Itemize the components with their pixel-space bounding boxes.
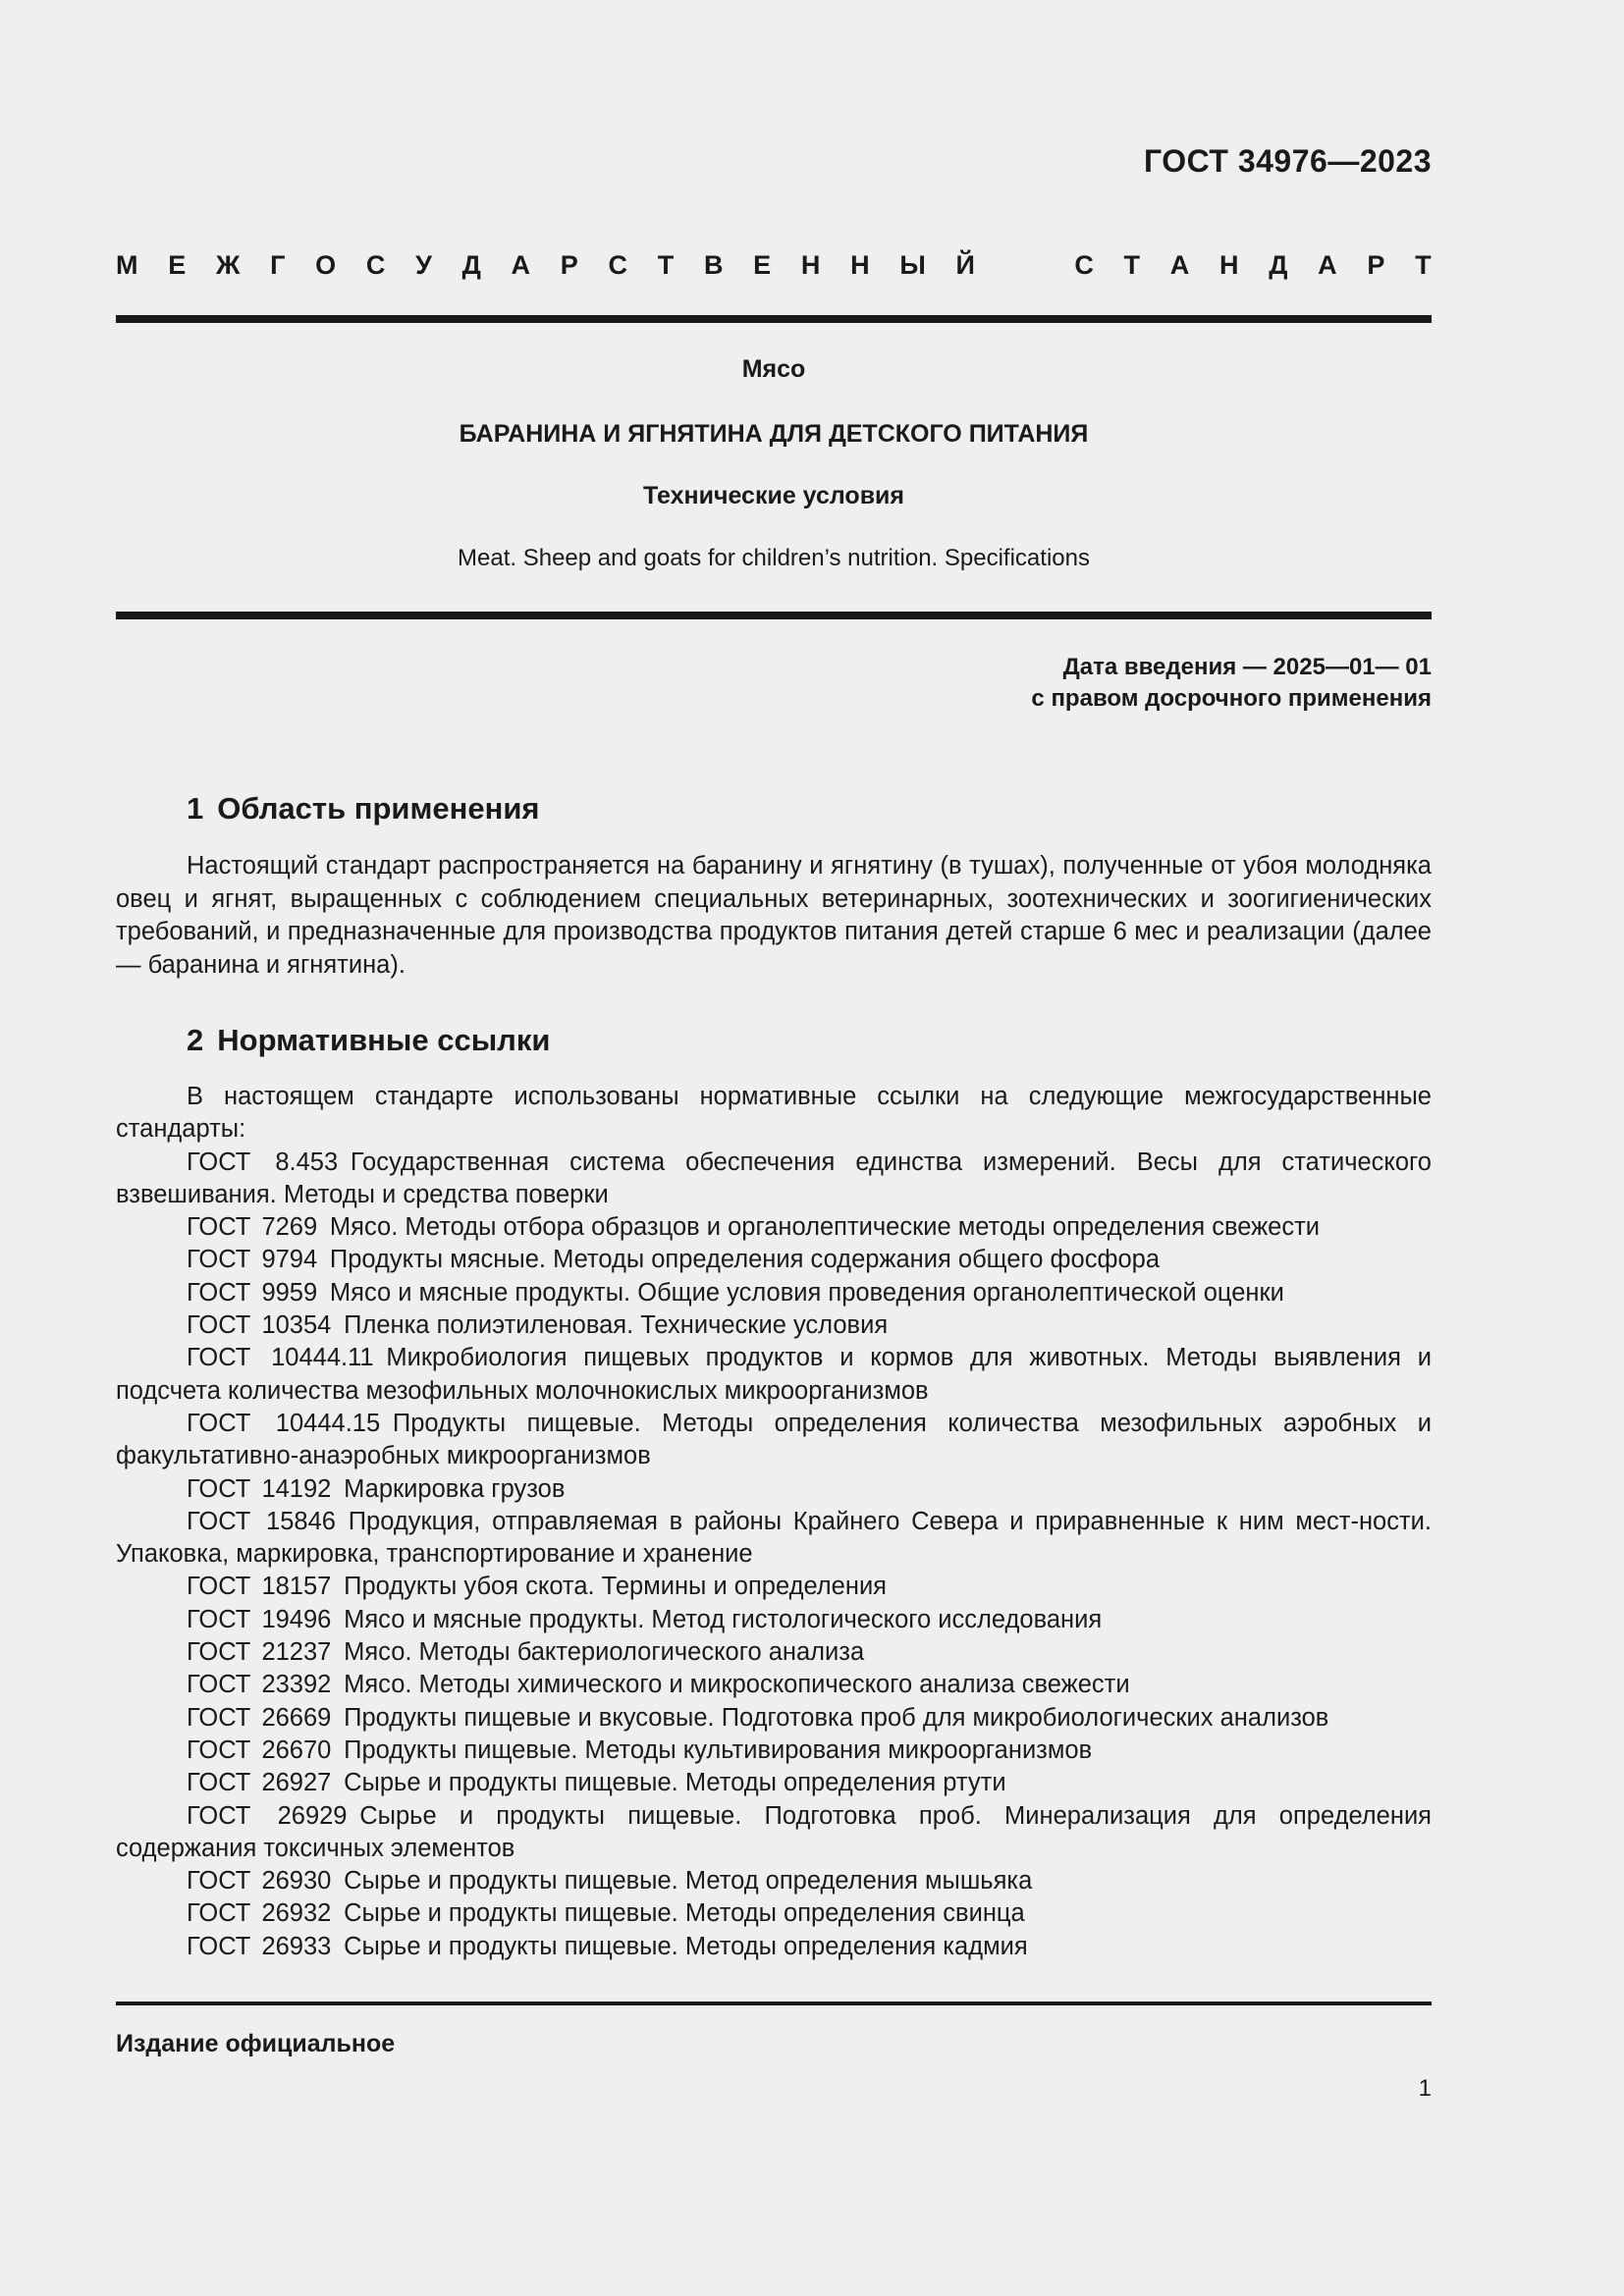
reference-code: ГОСТ 9794 — [187, 1246, 318, 1274]
standard-type-letter: Д — [461, 250, 481, 280]
reference-item — [116, 1244, 1432, 1276]
reference-title: Продукция, отправляемая в районы Крайнего Севера и приравненные к ним мест-ности. Упаковка, маркировка, транспортирование и хранение — [116, 1507, 1432, 1569]
section-1-title: Область применения — [217, 791, 540, 826]
reference-title: Мясо и мясные продукты. Общие условия проведения органолептической оценки — [329, 1278, 1284, 1307]
header-rule — [116, 315, 1432, 323]
reference-item — [116, 1408, 1432, 1473]
reference-code: ГОСТ 26927 — [187, 1769, 332, 1797]
reference-title: Мясо и мясные продукты. Метод гистологического исследования — [344, 1605, 1103, 1633]
standard-type-letter: Й — [955, 250, 975, 280]
reference-code: ГОСТ 26930 — [187, 1867, 332, 1896]
reference-code: ГОСТ 26932 — [187, 1899, 332, 1928]
standard-type-letter: Н — [800, 250, 821, 280]
title-category: Мясо — [741, 355, 806, 383]
reference-code: ГОСТ 19496 — [187, 1605, 332, 1633]
reference-code: ГОСТ 26933 — [187, 1932, 332, 1960]
section-2-number: 2 — [187, 1023, 204, 1057]
reference-item — [116, 1506, 1432, 1572]
reference-item — [116, 1735, 1432, 1767]
document-page — [116, 0, 1432, 2296]
normative-references — [116, 1081, 1432, 1963]
reference-title: Сырье и продукты пищевые. Методы определения ртути — [344, 1769, 1006, 1797]
reference-title: Сырье и продукты пищевые. Метод определения мышьяка — [344, 1867, 1033, 1896]
section-1-number: 1 — [187, 791, 204, 826]
reference-title: Сырье и продукты пищевые. Методы определения свинца — [344, 1899, 1025, 1928]
official-edition-label: Издание официальное — [116, 2030, 396, 2057]
reference-item — [116, 1636, 1432, 1669]
reference-item — [116, 1604, 1432, 1636]
reference-title: Мясо. Методы химического и микроскопического анализа свежести — [344, 1671, 1130, 1699]
standard-number: ГОСТ 34976—2023 — [1143, 143, 1432, 179]
reference-item — [116, 1669, 1432, 1701]
title-main: БАРАНИНА И ЯГНЯТИНА ДЛЯ ДЕТСКОГО ПИТАНИЯ — [459, 420, 1089, 448]
reference-code: ГОСТ 14192 — [187, 1474, 332, 1503]
standard-type-letter: Р — [1367, 250, 1385, 280]
reference-item — [116, 1865, 1432, 1897]
standard-type-letter: Т — [1415, 250, 1432, 280]
introduction-date — [1031, 652, 1432, 715]
section-2-heading — [187, 1023, 550, 1058]
standard-type-letter: А — [511, 250, 531, 280]
standard-type-letter: С — [608, 250, 627, 280]
reference-title: Государственная система обеспечения единства измерений. Весы для статического взвешивания. Методы и средства поверки — [116, 1148, 1432, 1208]
standard-type-letter: Т — [657, 250, 675, 280]
standard-type-letter: У — [415, 250, 432, 280]
reference-code: ГОСТ 26670 — [187, 1735, 332, 1764]
reference-code: ГОСТ 18157 — [187, 1573, 332, 1601]
standard-type-letter: О — [315, 250, 337, 280]
standard-type-letter: Е — [168, 250, 187, 280]
reference-title: Продукты пищевые. Методы определения количества мезофильных аэробных и факультативно-анаэробных микроорганизмов — [116, 1409, 1432, 1470]
standard-type-letter: В — [703, 250, 724, 280]
reference-title: Продукты пищевые и вкусовые. Подготовка проб для микробиологических анализов — [344, 1703, 1329, 1732]
reference-title: Пленка полиэтиленовая. Технические условия — [344, 1311, 889, 1340]
reference-title: Продукты пищевые. Методы культивирования микроорганизмов — [344, 1735, 1093, 1764]
standard-type-letter: Т — [1123, 250, 1141, 280]
reference-title: Мясо. Методы бактериологического анализа — [344, 1638, 865, 1667]
reference-item — [116, 1897, 1432, 1930]
footer-rule — [116, 2002, 1432, 2005]
standard-type-letter: Р — [560, 250, 578, 280]
reference-title: Микробиология пищевых продуктов и кормов для животных. Методы выявления и подсчета количества мезофильных молочнокислых микроорганизмов — [116, 1344, 1432, 1405]
reference-code: ГОСТ 9959 — [187, 1278, 318, 1307]
section-2-title: Нормативные ссылки — [217, 1023, 551, 1057]
section-1-heading — [187, 791, 540, 827]
standard-type-letter: Г — [270, 250, 286, 280]
reference-item — [116, 1309, 1432, 1342]
standard-type-letter: Д — [1269, 250, 1288, 280]
reference-code: ГОСТ 10444.11 — [187, 1344, 374, 1372]
reference-code: ГОСТ 26669 — [187, 1703, 332, 1732]
reference-item — [116, 1931, 1432, 1963]
reference-code: ГОСТ 23392 — [187, 1671, 332, 1699]
standard-type-letter: Н — [850, 250, 870, 280]
standard-type-letter: Ж — [215, 250, 241, 280]
reference-code: ГОСТ 7269 — [187, 1213, 318, 1242]
title-subtitle: Технические условия — [642, 482, 905, 509]
standard-type-letter: А — [1169, 250, 1190, 280]
reference-title: Продукты убоя скота. Термины и определения — [344, 1573, 887, 1601]
standard-type-letter: С — [1074, 250, 1094, 280]
title-rule — [116, 612, 1432, 619]
standard-type-letter: Ы — [899, 250, 926, 280]
standard-type-heading — [116, 250, 1432, 281]
reference-title: Сырье и продукты пищевые. Подготовка проб. Минерализация для определения содержания токсичных элементов — [116, 1801, 1432, 1862]
title-english: Meat. Sheep and goats for children’s nutrition. Specifications — [458, 545, 1090, 571]
standard-type-letter: С — [365, 250, 386, 280]
reference-item — [116, 1702, 1432, 1735]
early-application-line: с правом досрочного применения — [1031, 685, 1432, 712]
reference-item — [116, 1342, 1432, 1408]
introduction-date-line: Дата введения — 2025—01— 01 — [1062, 654, 1432, 680]
standard-type-letter: Н — [1218, 250, 1239, 280]
section-2-intro: В настоящем стандарте использованы нормативные ссылки на следующие межгосударственные стандарты: — [116, 1083, 1432, 1144]
reference-title: Маркировка грузов — [344, 1474, 566, 1503]
reference-item — [116, 1473, 1432, 1506]
reference-title: Мясо. Методы отбора образцов и органолептические методы определения свежести — [329, 1213, 1321, 1242]
reference-item — [116, 1571, 1432, 1603]
reference-title: Продукты мясные. Методы определения содержания общего фосфора — [329, 1246, 1160, 1274]
reference-item — [116, 1767, 1432, 1799]
standard-type-letter: М — [116, 250, 138, 280]
reference-code: ГОСТ 10444.15 — [187, 1409, 381, 1437]
reference-title: Сырье и продукты пищевые. Методы определения кадмия — [344, 1932, 1028, 1960]
reference-code: ГОСТ 21237 — [187, 1638, 332, 1667]
reference-item — [116, 1211, 1432, 1244]
word-gap — [1005, 250, 1045, 281]
reference-list — [116, 1147, 1432, 1963]
reference-code: ГОСТ 26929 — [187, 1801, 348, 1830]
reference-code: ГОСТ 8.453 — [187, 1148, 339, 1176]
section-1-text: Настоящий стандарт распространяется на баранину и ягнятину (в тушах), полученные от убоя молодняка овец и ягнят, выращенных с соблюдением специальных ветеринарных, зоотехнических и зоогигиенических требований, и предназначенные для производства продуктов питания детей старше 6 мес и реализации (далее — баранина и ягнятина). — [116, 852, 1432, 979]
standard-type-letter: А — [1318, 250, 1337, 280]
reference-item — [116, 1277, 1432, 1309]
standard-type-letter: Е — [753, 250, 772, 280]
reference-code: ГОСТ 15846 — [187, 1507, 336, 1535]
page-number: 1 — [1418, 2075, 1432, 2102]
reference-code: ГОСТ 10354 — [187, 1311, 332, 1340]
reference-item — [116, 1147, 1432, 1212]
reference-item — [116, 1800, 1432, 1866]
